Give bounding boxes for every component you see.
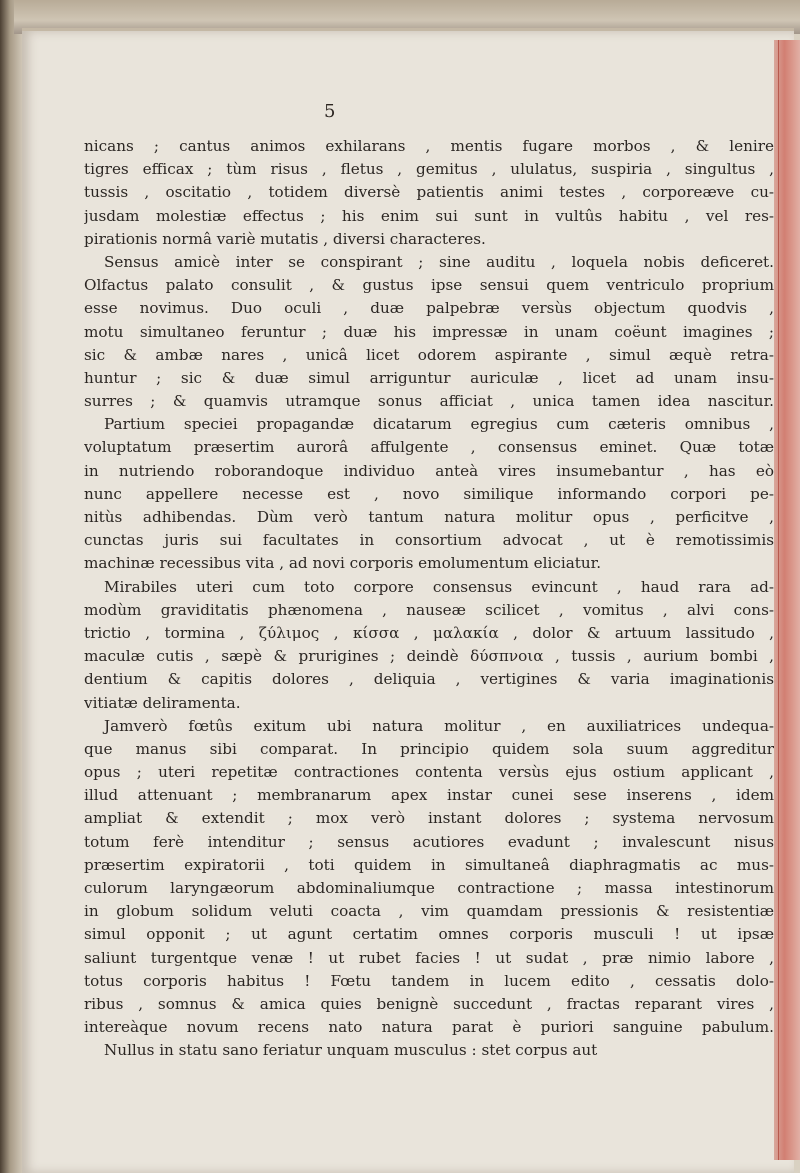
text-line: Nullus in statu sano feriatur unquam musculus : stet corpus aut: [104, 1041, 598, 1060]
text-line: tussis , oscitatio , totidem diversè patientis animi testes , corporeæve cu-: [84, 183, 774, 202]
text-line: que manus sibi comparat. In principio quidem sola suum aggreditur: [84, 739, 774, 758]
text-line: præsertim expiratorii , toti quidem in simultaneâ diaphragmatis ac mus-: [84, 855, 774, 874]
text-line: vitiatæ deliramenta.: [84, 693, 241, 712]
text-line: maculæ cutis , sæpè & prurigines ; deindè δύσπνοια , tussis , aurium bombi ,: [84, 647, 774, 666]
text-line: opus ; uteri repetitæ contractiones contenta versùs ejus ostium applicant ,: [84, 763, 774, 782]
text-line: dentium & capitis dolores , deliquia , vertigines & varia imaginationis: [84, 670, 774, 689]
page-number: 5: [324, 101, 336, 122]
body-text: [84, 135, 774, 1063]
text-line: Jamverò fœtûs exitum ubi natura molitur , en auxiliatrices undequa-: [104, 716, 774, 735]
text-line: nicans ; cantus animos exhilarans , mentis fugare morbos , & lenire: [84, 137, 774, 155]
text-line: nitùs adhibendas. Dùm verò tantum natura molitur opus , perficitve ,: [84, 508, 774, 526]
text-line: illud attenuant ; membranarum apex instar cunei sese inserens , idem: [84, 786, 774, 805]
text-line: saliunt turgentque venæ ! ut rubet facies ! ut sudat , præ nimio labore ,: [84, 948, 774, 967]
text-line: Mirabiles uteri cum toto corpore consensus evincunt , haud rara ad-: [104, 577, 774, 596]
text-line: totum ferè intenditur ; sensus acutiores evadunt ; invalescunt nisus: [84, 832, 774, 851]
text-line: in globum solidum veluti coacta , vim quamdam pressionis & resistentiæ: [84, 902, 774, 921]
text-line: in nutriendo roborandoque individuo anteà vires insumebantur , has eò: [84, 461, 774, 480]
text-line: nunc appellere necesse est , novo similique informando corpori pe-: [84, 484, 774, 503]
text-line: huntur ; sic & duæ simul arriguntur auriculæ , licet ad unam insu-: [84, 368, 774, 387]
text-line: Partium speciei propagandæ dicatarum egregius cum cæteris omnibus ,: [104, 415, 774, 434]
text-line: machinæ recessibus vita , ad novi corporis emolumentum eliciatur.: [84, 554, 602, 573]
text-line: tigres efficax ; tùm risus , fletus , gemitus , ululatus, suspiria , singultus ,: [84, 160, 774, 179]
text-line: ribus , somnus & amica quies benignè succedunt , fractas reparant vires ,: [84, 994, 774, 1013]
text-line: intereàque novum recens nato natura parat è puriori sanguine pabulum.: [84, 1018, 774, 1037]
red-page-edge: [774, 40, 800, 1160]
text-line: voluptatum præsertim aurorâ affulgente , consensus eminet. Quæ totæ: [84, 438, 774, 457]
text-line: totus corporis habitus ! Fœtu tandem in lucem edito , cessatis dolo-: [84, 971, 774, 990]
text-line: motu simultaneo feruntur ; duæ his impressæ in unam coëunt imagines ;: [84, 322, 774, 341]
text-line: sic & ambæ nares , unicâ licet odorem aspirante , simul æquè retra-: [84, 345, 774, 364]
text-line: cunctas juris sui facultates in consortium advocat , ut è remotissimis: [84, 531, 774, 550]
text-line: simul opponit ; ut agunt certatim omnes corporis musculi ! ut ipsæ: [84, 925, 774, 944]
text-line: Sensus amicè inter se conspirant ; sine auditu , loquela nobis deficeret.: [104, 252, 774, 271]
text-line: esse novimus. Duo oculi , duæ palpebræ versùs objectum quodvis ,: [84, 299, 774, 318]
text-line: trictio , tormina , ζύλιμος , κίσσα , μαλακία , dolor & artuum lassitudo ,: [84, 623, 774, 642]
text-line: Olfactus palato consulit , & gustus ipse sensui quem ventriculo proprium: [84, 276, 774, 295]
text-line: culorum laryngæorum abdominaliumque contractione ; massa intestinorum: [84, 879, 774, 897]
text-line: surres ; & quamvis utramque sonus afficiat , unica tamen idea nascitur.: [84, 392, 774, 411]
text-line: modùm graviditatis phænomena , nauseæ scilicet , vomitus , alvi cons-: [84, 600, 774, 619]
text-line: pirationis normâ variè mutatis , diversi characteres.: [84, 229, 486, 248]
text-line: jusdam molestiæ effectus ; his enim sui sunt in vultûs habitu , vel res-: [84, 206, 774, 225]
text-line: ampliat & extendit ; mox verò instant dolores ; systema nervosum: [84, 809, 774, 828]
